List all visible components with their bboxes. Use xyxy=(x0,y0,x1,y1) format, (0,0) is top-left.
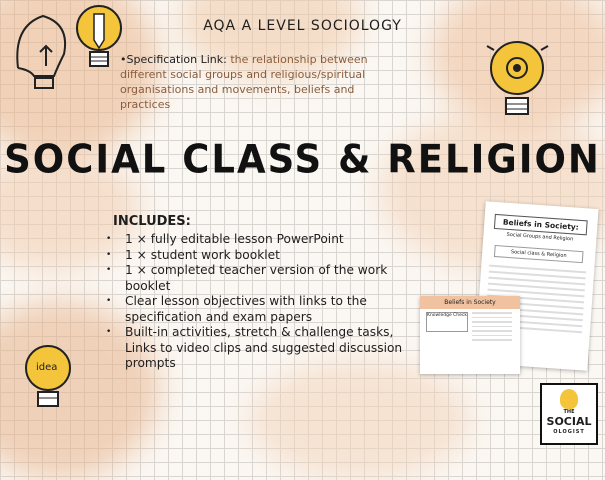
svg-text:idea: idea xyxy=(36,362,58,373)
pencil-bulb-icon xyxy=(72,0,127,80)
booklet-subtitle: Social Groups and Religion xyxy=(506,231,574,243)
booklet-section: Social class & Religion xyxy=(494,245,584,263)
list-item: • 1 × student work booklet xyxy=(106,248,406,264)
idea-bulb-icon xyxy=(18,340,78,420)
list-item: • Clear lesson objectives with links to the specification and exam papers xyxy=(106,294,406,325)
slide-title: Beliefs in Society xyxy=(420,296,520,309)
booklet-title: Beliefs in Society: xyxy=(494,214,588,235)
lightbulb-icon xyxy=(560,389,578,409)
includes-list xyxy=(106,232,406,372)
knowledge-check-box: Knowledge Check xyxy=(426,312,468,332)
logo: THE SOCIAL OLOGIST xyxy=(540,383,598,445)
spec-label: •Specification Link: xyxy=(120,53,227,66)
spec-text: the relationship between different social groups and religious/spiritual organisations and movements, beliefs and practices xyxy=(120,53,368,111)
list-item: • Built-in activities, stretch & challenge tasks, Links to video clips and suggested discussion prompts xyxy=(106,325,406,372)
bg-blob xyxy=(250,360,470,480)
page-title: SOCIAL CLASS & RELIGION xyxy=(4,136,601,183)
slide-preview xyxy=(420,296,520,374)
list-item: • 1 × completed teacher version of the work booklet xyxy=(106,263,406,294)
list-item: • 1 × fully editable lesson PowerPoint xyxy=(106,232,406,248)
specification-link xyxy=(120,52,390,112)
includes-heading: INCLUDES: xyxy=(113,214,191,229)
gear-bulb-icon xyxy=(482,28,552,128)
exam-title: AQA A LEVEL SOCIOLOGY xyxy=(203,18,402,34)
